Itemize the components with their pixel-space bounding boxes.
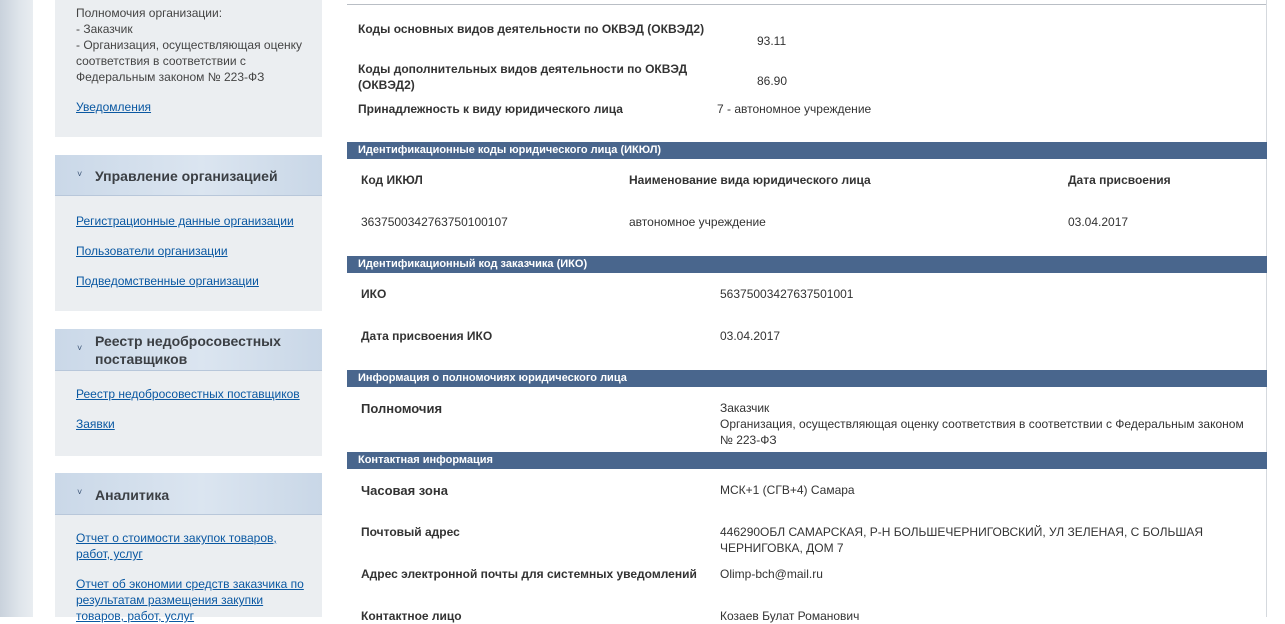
ikul-date-value: 03.04.2017 — [1068, 215, 1129, 229]
left-gutter — [0, 0, 33, 617]
iko-value: 563750034276375010​01 — [720, 287, 854, 301]
iko-date-value: 03.04.2017 — [720, 329, 781, 343]
ikul-col-code: Код ИКЮЛ — [361, 173, 423, 187]
authority-value: № 223-ФЗ — [720, 433, 777, 447]
savings-report-link-cont[interactable]: товаров, работ, услуг — [76, 609, 195, 623]
ikul-code-value: 363750034276375010010​7 — [361, 215, 508, 229]
okved-main-label: Коды основных видов деятельности по ОКВЭД (ОКВЭД2) — [358, 22, 705, 36]
registry-panel-header[interactable] — [55, 329, 322, 371]
savings-report-link-cont[interactable]: результатам размещения закупки — [76, 593, 264, 607]
registry-panel — [55, 329, 322, 456]
iko-section-header: Идентификационный код заказчика (ИКО) — [347, 256, 1267, 273]
iko-date-label: Дата присвоения ИКО — [361, 329, 493, 343]
chevron-down-icon: ˅ — [77, 343, 83, 353]
email-value: Olimp-bch@mail.ru — [720, 567, 823, 581]
contact-person-label: Контактное лицо — [361, 609, 462, 623]
unfair-suppliers-registry-link[interactable]: Реестр недобросовестных поставщиков — [76, 387, 300, 401]
authority-line: - Организация, осуществляющая оценку — [76, 38, 303, 52]
timezone-value: МСК+1 (СГВ+4) Самара — [720, 483, 855, 497]
legal-type-label: Принадлежность к виду юридического лица — [358, 102, 623, 116]
notifications-link[interactable]: Уведомления — [76, 100, 152, 114]
contact-person-value: Козаев Булат Романович — [720, 609, 860, 623]
authority-line: Федеральным законом № 223-ФЗ — [76, 70, 265, 84]
authority-section-header: Информация о полномочиях юридического лица — [347, 370, 1267, 387]
purchase-cost-report-link-cont[interactable]: работ, услуг — [76, 547, 143, 561]
analytics-panel — [55, 473, 322, 623]
registry-panel-title-line: Реестр недобросовестных — [95, 333, 281, 349]
top-divider — [347, 4, 1267, 5]
ikul-section-header: Идентификационные коды юридического лица (ИКЮЛ) — [347, 142, 1267, 159]
authority-line: соответствия в соответствии с — [76, 54, 246, 68]
email-label: Адрес электронной почты для системных уведомлений — [361, 567, 697, 581]
iko-label: ИКО — [361, 287, 387, 301]
postal-address-value: 446290ОБЛ САМАРСКАЯ, Р-Н БОЛЬШЕЧЕРНИГОВСКИЙ, УЛ ЗЕЛЕНАЯ, С БОЛЬШАЯ — [720, 525, 1203, 539]
registry-panel-title-line: поставщиков — [95, 351, 188, 367]
applications-link[interactable]: Заявки — [76, 417, 115, 431]
okved-additional-label: Коды дополнительных видов деятельности по ОКВЭД — [358, 62, 688, 76]
postal-address-value: ЧЕРНИГОВКА, ДОМ 7 — [720, 541, 844, 555]
contact-section-header: Контактная информация — [347, 452, 1267, 469]
chevron-down-icon: ˅ — [77, 487, 83, 497]
savings-report-link[interactable]: Отчет об экономии средств заказчика по — [76, 577, 304, 591]
sidebar — [33, 0, 340, 623]
org-users-link[interactable]: Пользователи организации — [76, 244, 228, 258]
authority-panel — [55, 0, 322, 137]
authority-value: Заказчик — [720, 401, 770, 415]
authority-heading: Полномочия организации: — [76, 6, 223, 20]
management-panel-header[interactable] — [55, 155, 322, 196]
management-panel — [55, 155, 322, 311]
ikul-col-name: Наименование вида юридического лица — [629, 173, 871, 187]
legal-type-value: 7 - автономное учреждение — [717, 102, 872, 116]
registration-data-link[interactable]: Регистрационные данные организации — [76, 214, 294, 228]
postal-address-label: Почтовый адрес — [361, 525, 460, 539]
ikul-name-value: автономное учреждение — [629, 215, 766, 229]
ikul-col-date: Дата присвоения — [1068, 173, 1171, 187]
okved-additional-label-cont: (ОКВЭД2) — [358, 78, 415, 92]
okved-additional-value: 86.90 — [757, 74, 788, 88]
authority-value: Организация, осуществляющая оценку соответствия в соответствии с Федеральным законом — [720, 417, 1244, 431]
okved-main-value: 93.11 — [757, 34, 787, 48]
subordinate-orgs-link[interactable]: Подведомственные организации — [76, 274, 259, 288]
authority-line: - Заказчик — [76, 22, 133, 36]
management-panel-title: Управление организацией — [95, 168, 278, 184]
analytics-panel-title: Аналитика — [95, 487, 170, 503]
authority-label: Полномочия — [361, 401, 443, 416]
analytics-panel-header[interactable] — [55, 473, 322, 515]
timezone-label: Часовая зона — [361, 483, 448, 498]
chevron-down-icon: ˅ — [77, 169, 83, 179]
purchase-cost-report-link[interactable]: Отчет о стоимости закупок товаров, — [76, 531, 277, 545]
right-border — [1266, 0, 1267, 617]
